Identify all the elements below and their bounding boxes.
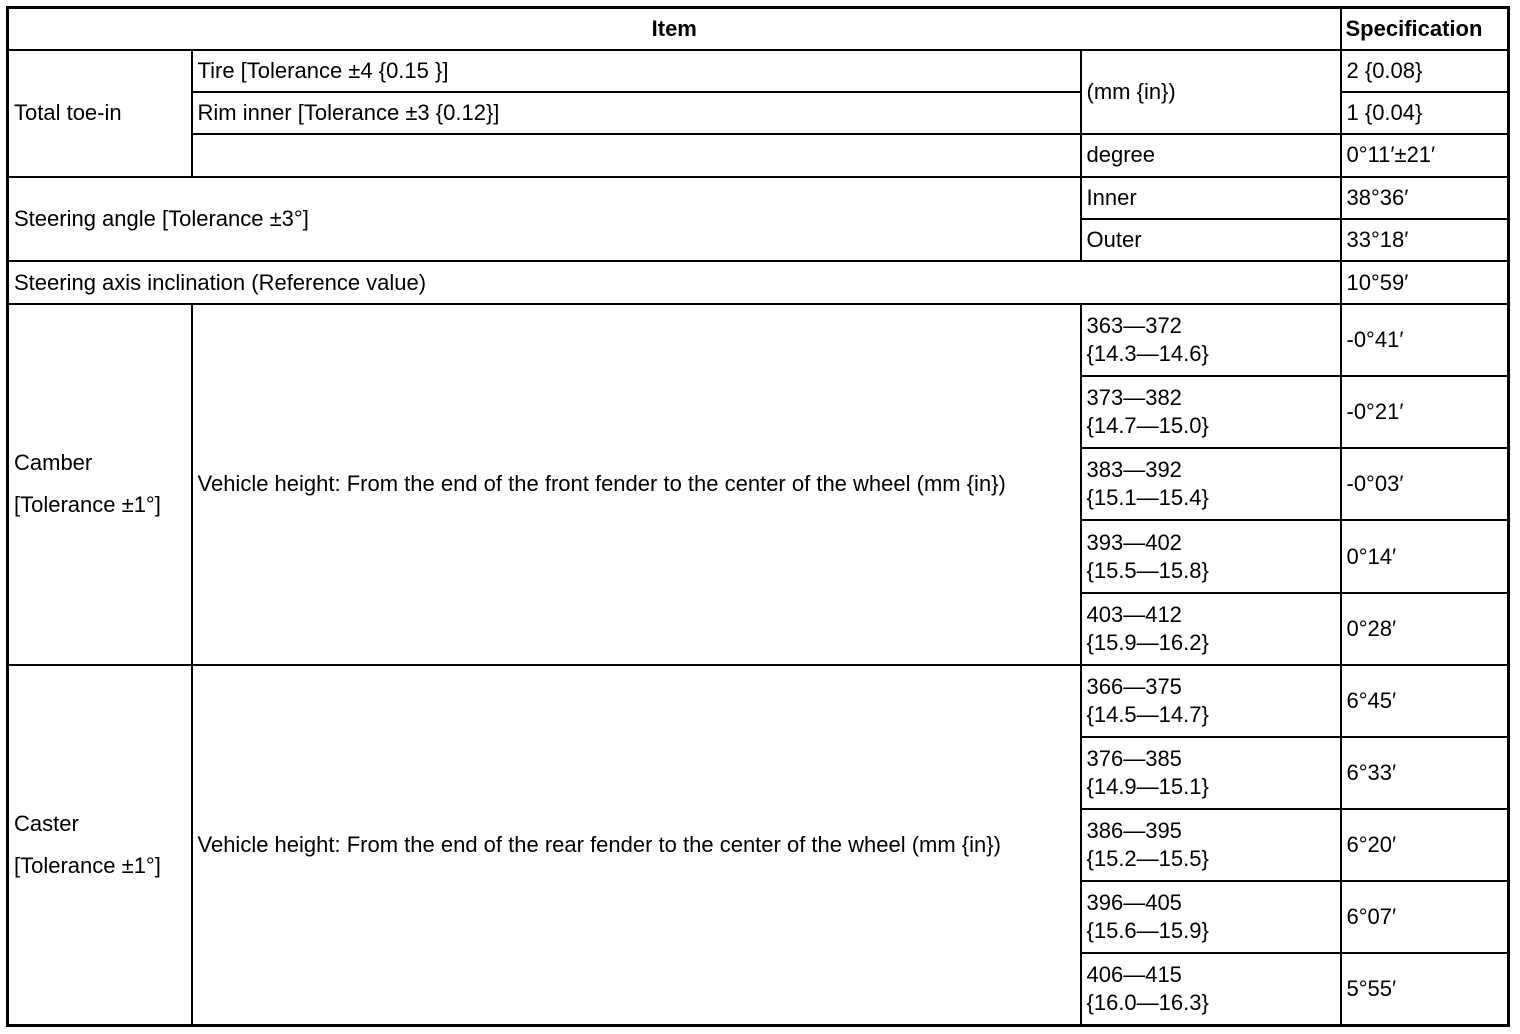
camber-value: 0°28′ — [1341, 593, 1509, 665]
camber-tolerance: [Tolerance ±1°] — [14, 492, 161, 518]
table-row — [8, 50, 1509, 92]
caster-value: 5°55′ — [1341, 953, 1509, 1025]
camber-range: 403—412 {15.9—16.2} — [1081, 593, 1341, 665]
caster-value: 6°45′ — [1341, 665, 1509, 737]
axis-inclination-value: 10°59′ — [1341, 261, 1509, 304]
camber-range: 373—382 {14.7—15.0} — [1081, 376, 1341, 448]
camber-condition: Vehicle height: From the end of the front fender to the center of the wheel (mm {in}) — [192, 304, 1081, 665]
header-row — [8, 8, 1509, 50]
caster-range: 376—385 {14.9—15.1} — [1081, 737, 1341, 809]
toe-in-empty-cell — [192, 134, 1081, 177]
alignment-spec-table — [6, 6, 1510, 1027]
caster-range: 366—375 {14.5—14.7} — [1081, 665, 1341, 737]
caster-condition: Vehicle height: From the end of the rear fender to the center of the wheel (mm {in}) — [192, 665, 1081, 1026]
caster-label-cell — [8, 665, 192, 1026]
table-row — [8, 177, 1509, 219]
steering-angle-outer-value: 33°18′ — [1341, 219, 1509, 261]
toe-in-rim-value: 1 {0.04} — [1341, 92, 1509, 134]
camber-range: 363—372 {14.3—14.6} — [1081, 304, 1341, 376]
steering-angle-outer-label: Outer — [1081, 219, 1341, 261]
camber-range: 393—402 {15.5—15.8} — [1081, 520, 1341, 592]
caster-value: 6°20′ — [1341, 809, 1509, 881]
header-item: Item — [8, 8, 1341, 50]
toe-in-unit-degree: degree — [1081, 134, 1341, 177]
caster-value: 6°33′ — [1341, 737, 1509, 809]
toe-in-label: Total toe-in — [8, 50, 192, 177]
camber-range: 383—392 {15.1—15.4} — [1081, 448, 1341, 520]
toe-in-degree-value: 0°11′±21′ — [1341, 134, 1509, 177]
caster-value: 6°07′ — [1341, 881, 1509, 953]
axis-inclination-label: Steering axis inclination (Reference value) — [8, 261, 1341, 304]
camber-value: -0°21′ — [1341, 376, 1509, 448]
steering-angle-inner-value: 38°36′ — [1341, 177, 1509, 219]
steering-angle-inner-label: Inner — [1081, 177, 1341, 219]
camber-label: Camber — [14, 450, 93, 476]
caster-range: 396—405 {15.6—15.9} — [1081, 881, 1341, 953]
toe-in-tire-label: Tire [Tolerance ±4 {0.15 }] — [192, 50, 1081, 92]
table-row — [8, 261, 1509, 304]
camber-label-cell — [8, 304, 192, 665]
caster-tolerance: [Tolerance ±1°] — [14, 852, 161, 878]
table-row — [8, 134, 1509, 177]
caster-label: Caster — [14, 810, 79, 836]
steering-angle-label: Steering angle [Tolerance ±3°] — [8, 177, 1081, 261]
toe-in-unit-mm: (mm {in}) — [1081, 50, 1341, 134]
header-specification: Specification — [1341, 8, 1509, 50]
table-row — [8, 665, 1509, 737]
caster-range: 386—395 {15.2—15.5} — [1081, 809, 1341, 881]
camber-value: -0°03′ — [1341, 448, 1509, 520]
table-row — [8, 304, 1509, 376]
toe-in-tire-value: 2 {0.08} — [1341, 50, 1509, 92]
toe-in-rim-label: Rim inner [Tolerance ±3 {0.12}] — [192, 92, 1081, 134]
camber-value: -0°41′ — [1341, 304, 1509, 376]
caster-range: 406—415 {16.0—16.3} — [1081, 953, 1341, 1025]
camber-value: 0°14′ — [1341, 520, 1509, 592]
